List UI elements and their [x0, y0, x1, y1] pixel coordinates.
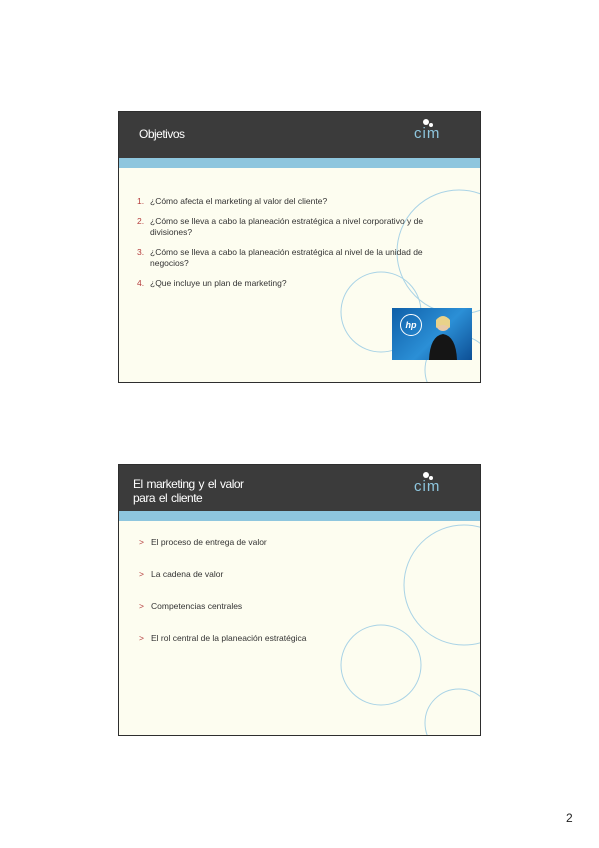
topics-list — [139, 537, 399, 665]
list-text: ¿Cómo se lleva a cabo la planeación estratégica al nivel de la unidad de negocios? — [150, 247, 423, 268]
slide-title-line-2: para el cliente — [133, 491, 203, 505]
list-number: 2. — [137, 216, 145, 226]
list-item — [139, 601, 399, 612]
list-item — [137, 216, 437, 238]
list-text: ¿Cómo afecta el marketing al valor del cliente? — [150, 196, 328, 206]
slide-title-line-1: El marketing y el valor — [133, 477, 244, 491]
person-silhouette-icon — [426, 314, 460, 360]
bullet-marker: > — [139, 537, 144, 547]
list-item — [137, 278, 437, 289]
objectives-list — [137, 196, 437, 298]
bullet-marker: > — [139, 601, 144, 611]
list-text: La cadena de valor — [151, 569, 224, 579]
slide-title: Objetivos — [139, 127, 185, 141]
hp-logo: hp — [400, 314, 422, 336]
list-number: 1. — [137, 196, 145, 206]
list-item — [139, 633, 399, 644]
list-item — [137, 196, 437, 207]
list-text: El proceso de entrega de valor — [151, 537, 267, 547]
logo-wordmark: cim — [414, 125, 441, 142]
slide-marketing-valor — [118, 464, 481, 736]
list-text: El rol central de la planeación estratégica — [151, 633, 307, 643]
cim-logo — [414, 469, 472, 507]
list-item — [137, 247, 437, 269]
bullet-marker: > — [139, 633, 144, 643]
logo-wordmark: cim — [414, 478, 441, 495]
presenter-photo — [392, 308, 472, 360]
page-number: 2 — [566, 811, 573, 825]
list-text: Competencias centrales — [151, 601, 243, 611]
list-text: ¿Cómo se lleva a cabo la planeación estratégica a nivel corporativo y de divisiones? — [150, 216, 424, 237]
cim-logo — [414, 116, 472, 154]
list-number: 4. — [137, 278, 145, 288]
list-item — [139, 569, 399, 580]
list-item — [139, 537, 399, 548]
slide-header-band — [119, 158, 480, 168]
slide-header-band — [119, 511, 480, 521]
bullet-marker: > — [139, 569, 144, 579]
list-text: ¿Que incluye un plan de marketing? — [150, 278, 287, 288]
slide-title — [133, 477, 244, 505]
list-number: 3. — [137, 247, 145, 257]
slide-objetivos — [118, 111, 481, 383]
